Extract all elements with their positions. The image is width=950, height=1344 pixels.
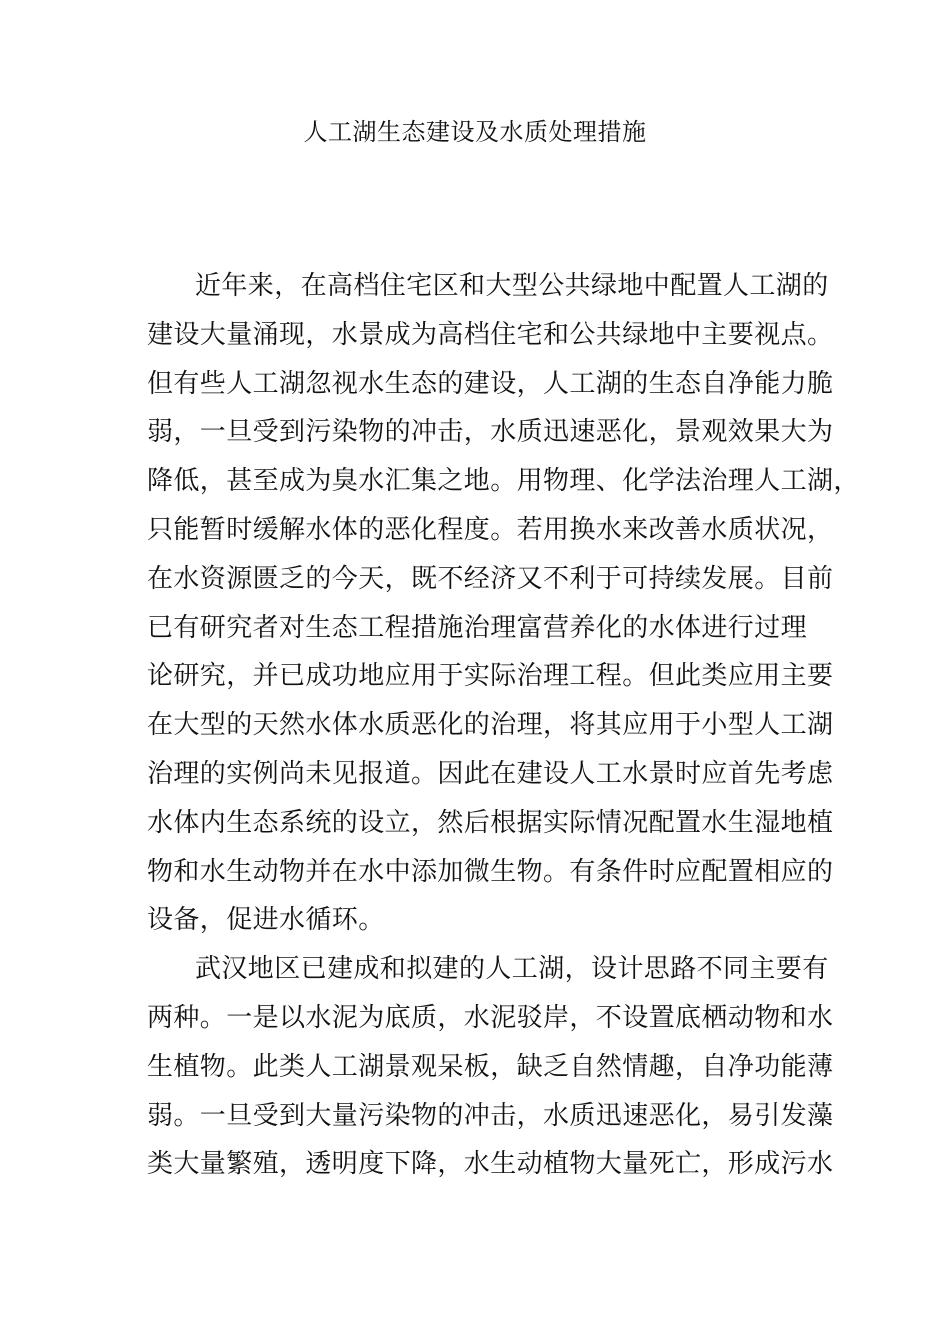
paragraph-1-line-13: 物和水生动物并在水中添加微生物。有条件时应配置相应的	[147, 856, 834, 887]
paragraph-2-line-4: 弱。一旦受到大量污染物的冲击，水质迅速恶化，易引发藻	[147, 1100, 834, 1131]
paragraph-1-line-2: 建设大量涌现，水景成为高档住宅和公共绿地中主要视点。	[147, 319, 834, 350]
paragraph-2-line-5: 类大量繁殖，透明度下降，水生动植物大量死亡，形成污水	[147, 1149, 834, 1180]
paragraph-1-line-8: 已有研究者对生态工程措施治理富营养化的水体进行过理	[147, 612, 808, 643]
document-title: 人工湖生态建设及水质处理措施	[303, 118, 647, 146]
paragraph-1-line-9: 论研究，并已成功地应用于实际治理工程。但此类应用主要	[147, 661, 834, 692]
paragraph-1-line-11: 治理的实例尚未见报道。因此在建设人工水景时应首先考虑	[147, 758, 834, 789]
paragraph-1-line-5: 降低，甚至成为臭水汇集之地。用物理、化学法治理人工湖，	[147, 466, 860, 497]
paragraph-2-line-1: 武汉地区已建成和拟建的人工湖，设计思路不同主要有	[195, 954, 829, 985]
paragraph-1-line-3: 但有些人工湖忽视水生态的建设，人工湖的生态自净能力脆	[147, 368, 834, 399]
paragraph-2-line-3: 生植物。此类人工湖景观呆板，缺乏自然情趣，自净功能薄	[147, 1051, 834, 1082]
paragraph-1-line-4: 弱，一旦受到污染物的冲击，水质迅速恶化，景观效果大为	[147, 417, 834, 448]
document-body	[147, 262, 860, 1189]
paragraph-1-line-14: 设备，促进水循环。	[147, 905, 385, 936]
paragraph-1-line-6: 只能暂时缓解水体的恶化程度。若用换水来改善水质状况，	[147, 514, 834, 545]
paragraph-1-line-12: 水体内生态系统的设立，然后根据实际情况配置水生湿地植	[147, 807, 834, 838]
paragraph-1-line-1: 近年来，在高档住宅区和大型公共绿地中配置人工湖的	[195, 271, 829, 301]
paragraph-2-line-2: 两种。一是以水泥为底质，水泥驳岸，不设置底栖动物和水	[147, 1002, 834, 1033]
paragraph-1-line-10: 在大型的天然水体水质恶化的治理，将其应用于小型人工湖	[147, 710, 834, 741]
paragraph-1-line-7: 在水资源匮乏的今天，既不经济又不利于可持续发展。目前	[147, 563, 834, 594]
